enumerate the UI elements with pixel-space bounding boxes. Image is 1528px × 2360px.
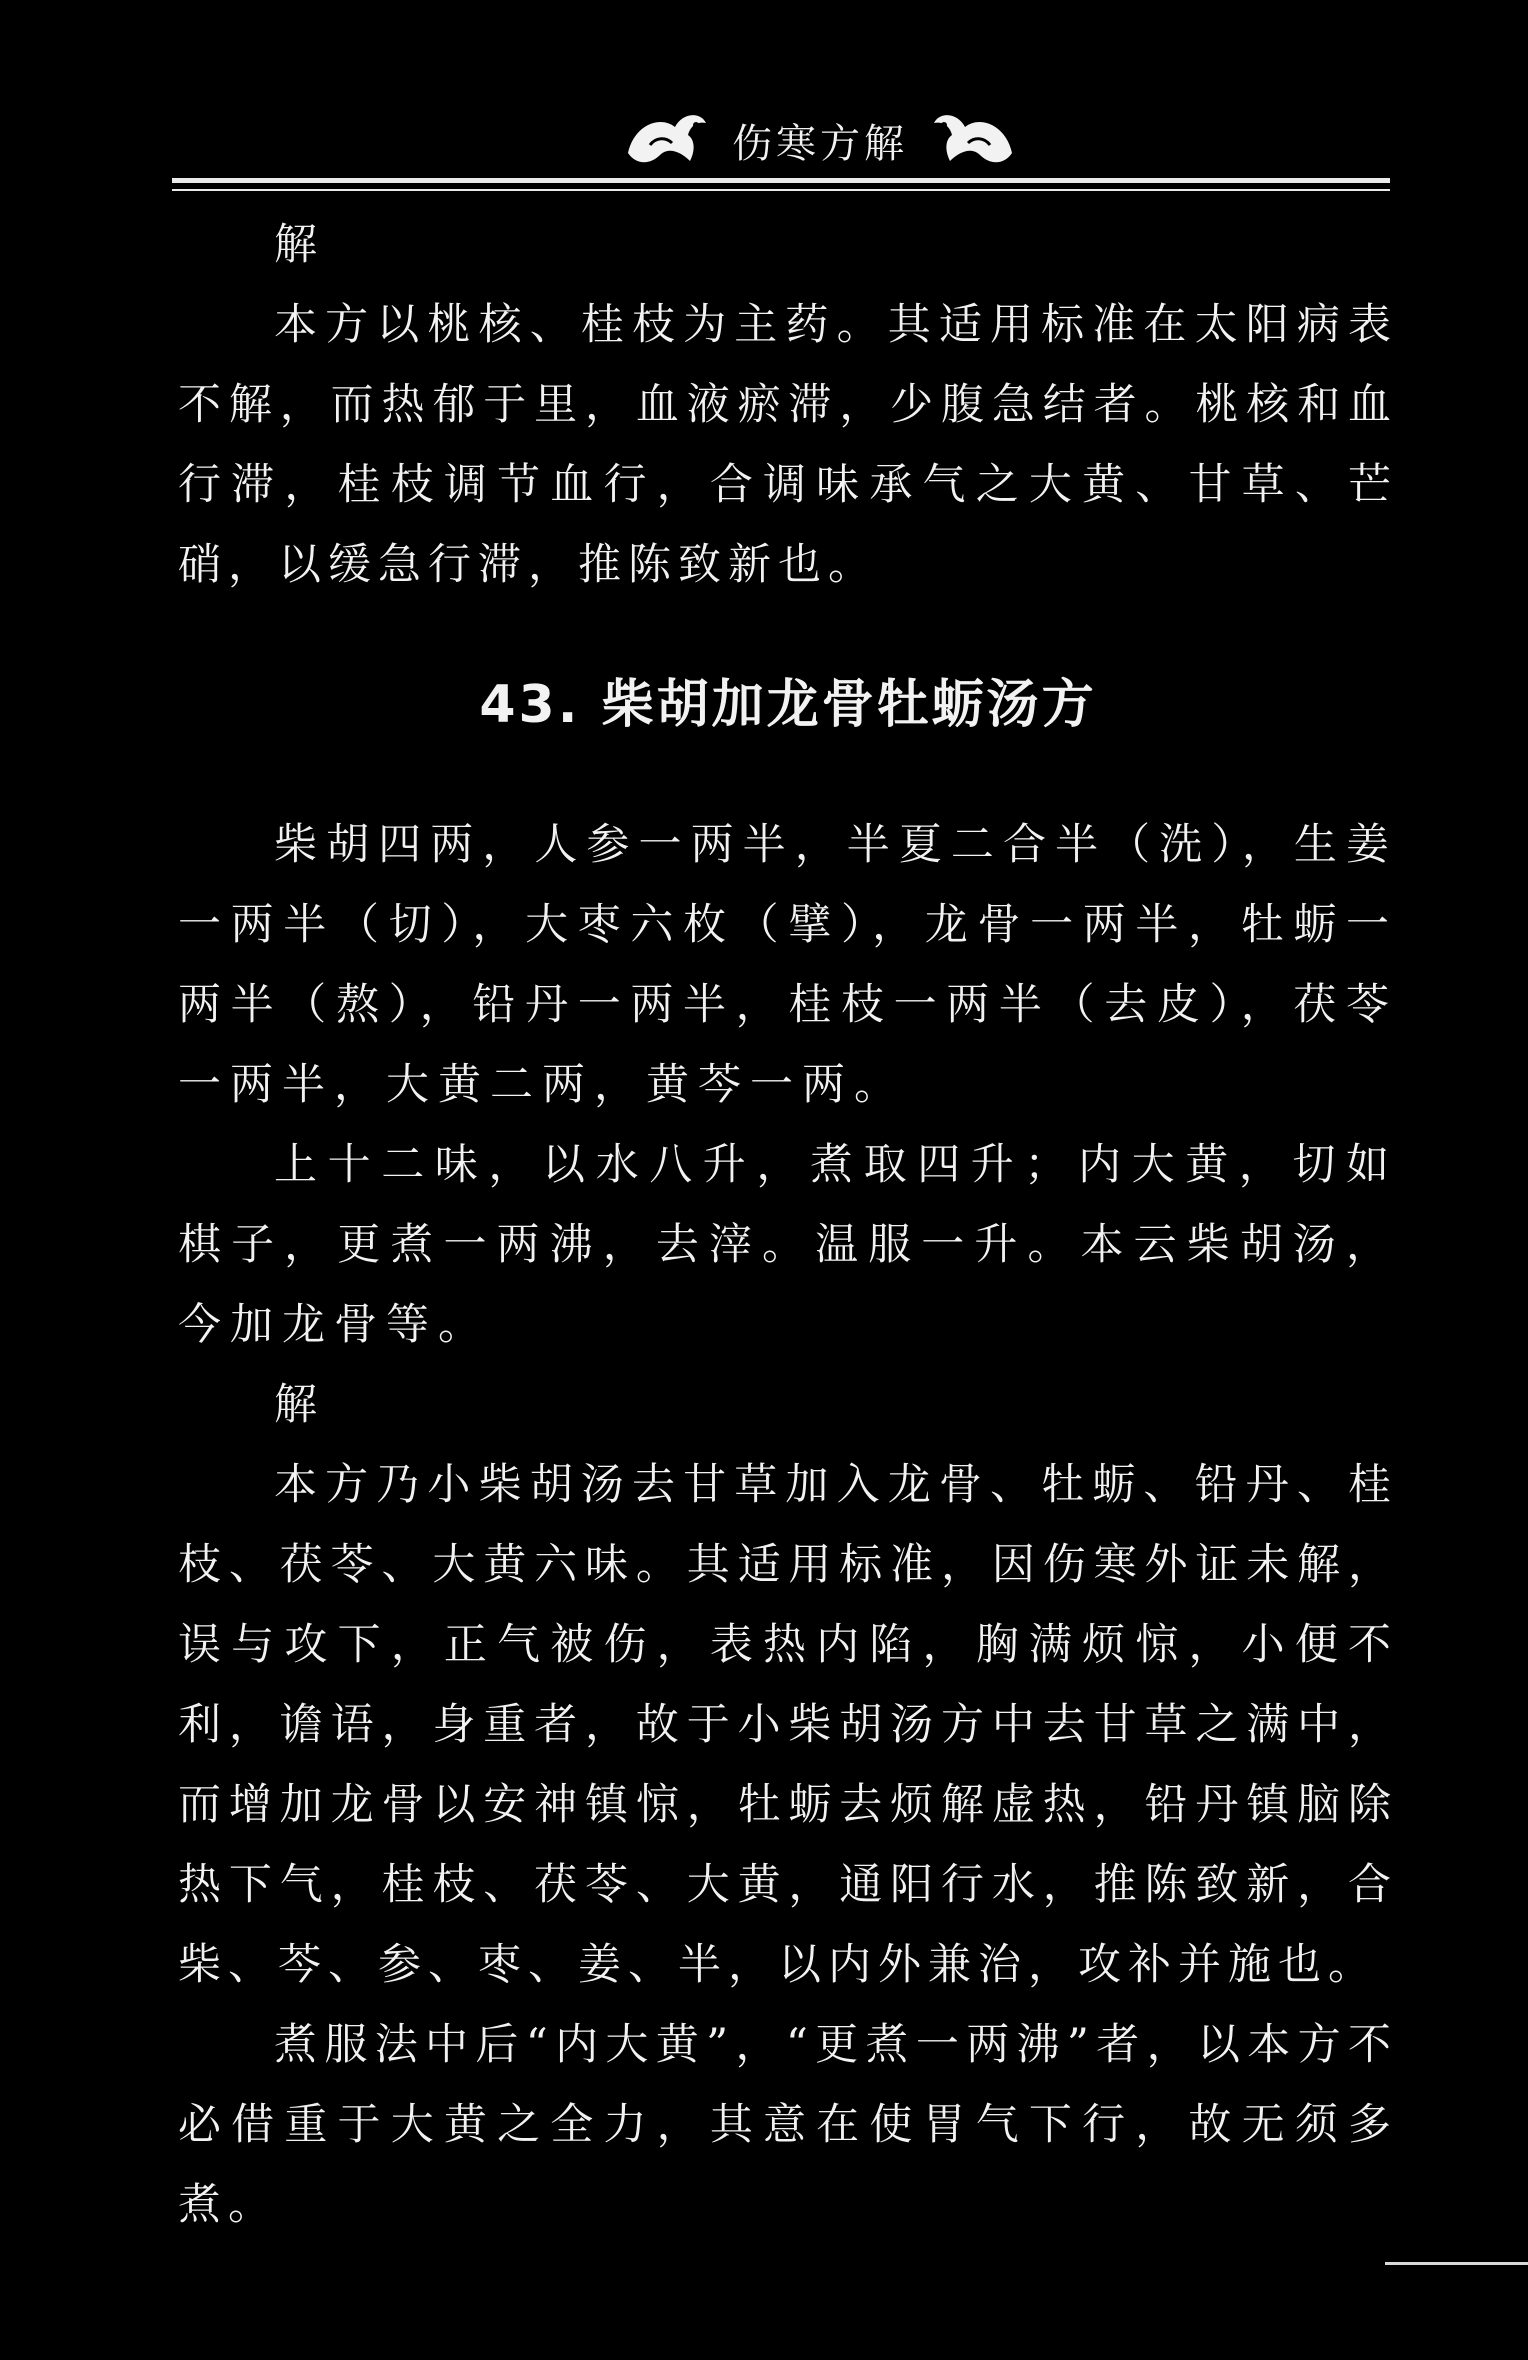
explanation-paragraph-cooking: 煮服法中后“内大黄”，“更煮一两沸”者，以本方不必借重于大黄之全力，其意在使胃气下行，故无须多煮。 <box>178 2020 1398 2230</box>
header-rule-thick <box>172 178 1390 183</box>
explanation-paragraph-prev: 本方以桃核、桂枝为主药。其适用标准在太阳病表不解，而热郁于里，血液瘀滞，少腹急结者。桃核和血行滞，桂枝调节血行，合调味承气之大黄、甘草、芒硝，以缓急行滞，推陈致新也。 <box>178 300 1398 590</box>
recipe-block <box>178 805 1398 1365</box>
header-rule-thin <box>172 189 1390 191</box>
running-title: 伤寒方解 <box>732 120 908 167</box>
explanation-heading-prev: 解 <box>274 220 317 270</box>
page-body <box>178 205 1398 2245</box>
right-crane-ornament-icon <box>930 105 1020 175</box>
header-title-group <box>595 95 1045 185</box>
explanation-heading: 解 <box>274 1380 317 1430</box>
recipe-method-paragraph: 上十二味，以水八升，煮取四升；内大黄，切如棋子，更煮一两沸，去滓。温服一升。本云柴胡汤，今加龙骨等。 <box>178 1140 1398 1350</box>
explanation-paragraph: 本方乃小柴胡汤去甘草加入龙骨、牡蛎、铅丹、桂枝、茯苓、大黄六味。其适用标准，因伤寒外证未解，误与攻下，正气被伤，表热内陷，胸满烦惊，小便不利，谵语，身重者，故于小柴胡汤方中去甘草之满中，而增加龙骨以安神镇惊，牡蛎去烦解虚热，铅丹镇脑除热下气，桂枝、茯苓、大黄，通阳行水，推陈致新，合柴、芩、参、枣、姜、半，以内外兼治，攻补并施也。 <box>178 1460 1398 1990</box>
recipe-ingredients-paragraph: 柴胡四两，人参一两半，半夏二合半（洗），生姜一两半（切），大枣六枚（擘），龙骨一两半，牡蛎一两半（熬），铅丹一两半，桂枝一两半（去皮），茯苓一两半，大黄二两，黄芩一两。 <box>178 820 1398 1110</box>
footer-rule <box>1385 2262 1528 2265</box>
left-crane-ornament-icon <box>620 105 710 175</box>
section-title: 43. 柴胡加龙骨牡蛎汤方 <box>479 675 1097 735</box>
